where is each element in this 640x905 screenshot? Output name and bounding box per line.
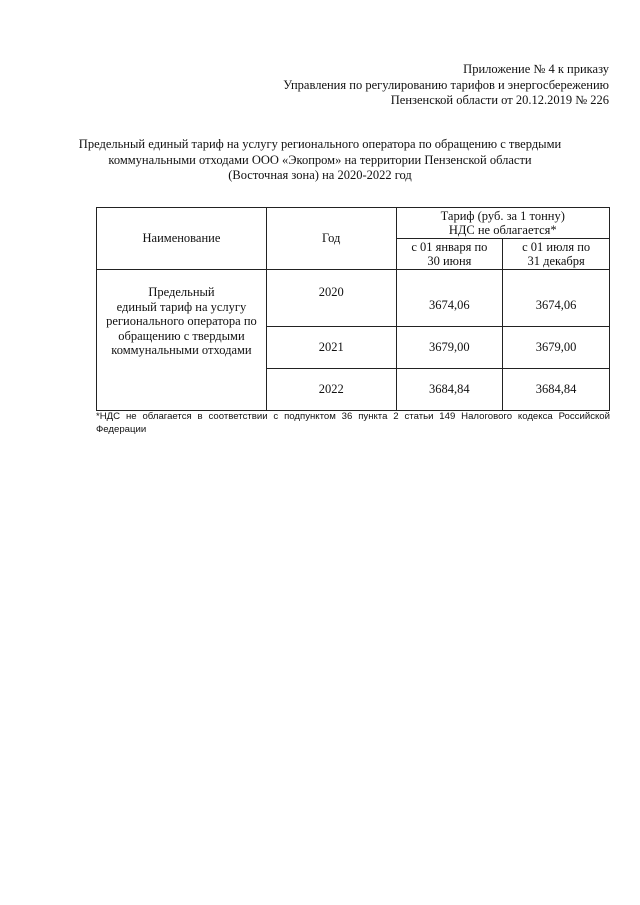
appendix-header xyxy=(283,62,609,109)
tariff-value-cell: 3684,84 xyxy=(396,369,503,411)
tariff-header-line-1: Тариф (руб. за 1 тонну) xyxy=(440,208,565,223)
name-line: коммунальными отходами xyxy=(111,343,252,357)
title-line-1: Предельный единый тариф на услугу регионального оператора по обращению с твердыми xyxy=(78,137,562,151)
tariff-name-cell xyxy=(97,270,267,411)
tariff-value-cell: 3679,00 xyxy=(503,327,610,369)
name-line: Предельный xyxy=(148,285,215,299)
name-line: обращению с твердыми xyxy=(118,328,245,343)
year-cell: 2022 xyxy=(266,369,396,411)
tariff-table xyxy=(96,207,610,411)
tariff-value-cell: 3684,84 xyxy=(503,369,610,411)
header-cell-period-2 xyxy=(503,239,610,270)
year-cell: 2020 xyxy=(266,270,396,327)
tariff-value-cell: 3674,06 xyxy=(503,270,610,327)
header-line-3: Пензенской области от 20.12.2019 № 226 xyxy=(390,93,609,107)
header-line-1: Приложение № 4 к приказу xyxy=(463,62,609,76)
period-2-line-1: с 01 июля по xyxy=(522,239,591,254)
header-line-2: Управления по регулированию тарифов и энергосбережению xyxy=(283,77,609,92)
header-cell-period-1 xyxy=(396,239,503,270)
document-title xyxy=(60,137,580,184)
title-line-3: (Восточная зона) на 2020-2022 год xyxy=(228,168,412,182)
tariff-value-cell: 3679,00 xyxy=(396,327,503,369)
table-row xyxy=(97,270,610,327)
name-line: единый тариф на услугу xyxy=(116,299,247,314)
tariff-value-cell: 3674,06 xyxy=(396,270,503,327)
vat-footnote: *НДС не облагается в соответствии с подпунктом 36 пункта 2 статьи 149 Налогового кодекса Российской Федерации xyxy=(96,411,610,435)
header-cell-year: Год xyxy=(266,208,396,270)
tariff-header-line-2: НДС не облагается* xyxy=(448,223,557,237)
title-line-2: коммунальными отходами ООО «Экопром» на территории Пензенской области xyxy=(108,152,532,167)
period-1-line-2: 30 июня xyxy=(427,254,472,268)
name-line: регионального оператора по xyxy=(106,314,257,328)
period-2-line-2: 31 декабря xyxy=(527,254,585,268)
year-cell: 2021 xyxy=(266,327,396,369)
header-cell-name: Наименование xyxy=(97,208,267,270)
period-1-line-1: с 01 января по xyxy=(411,239,488,254)
header-cell-tariff xyxy=(396,208,610,239)
